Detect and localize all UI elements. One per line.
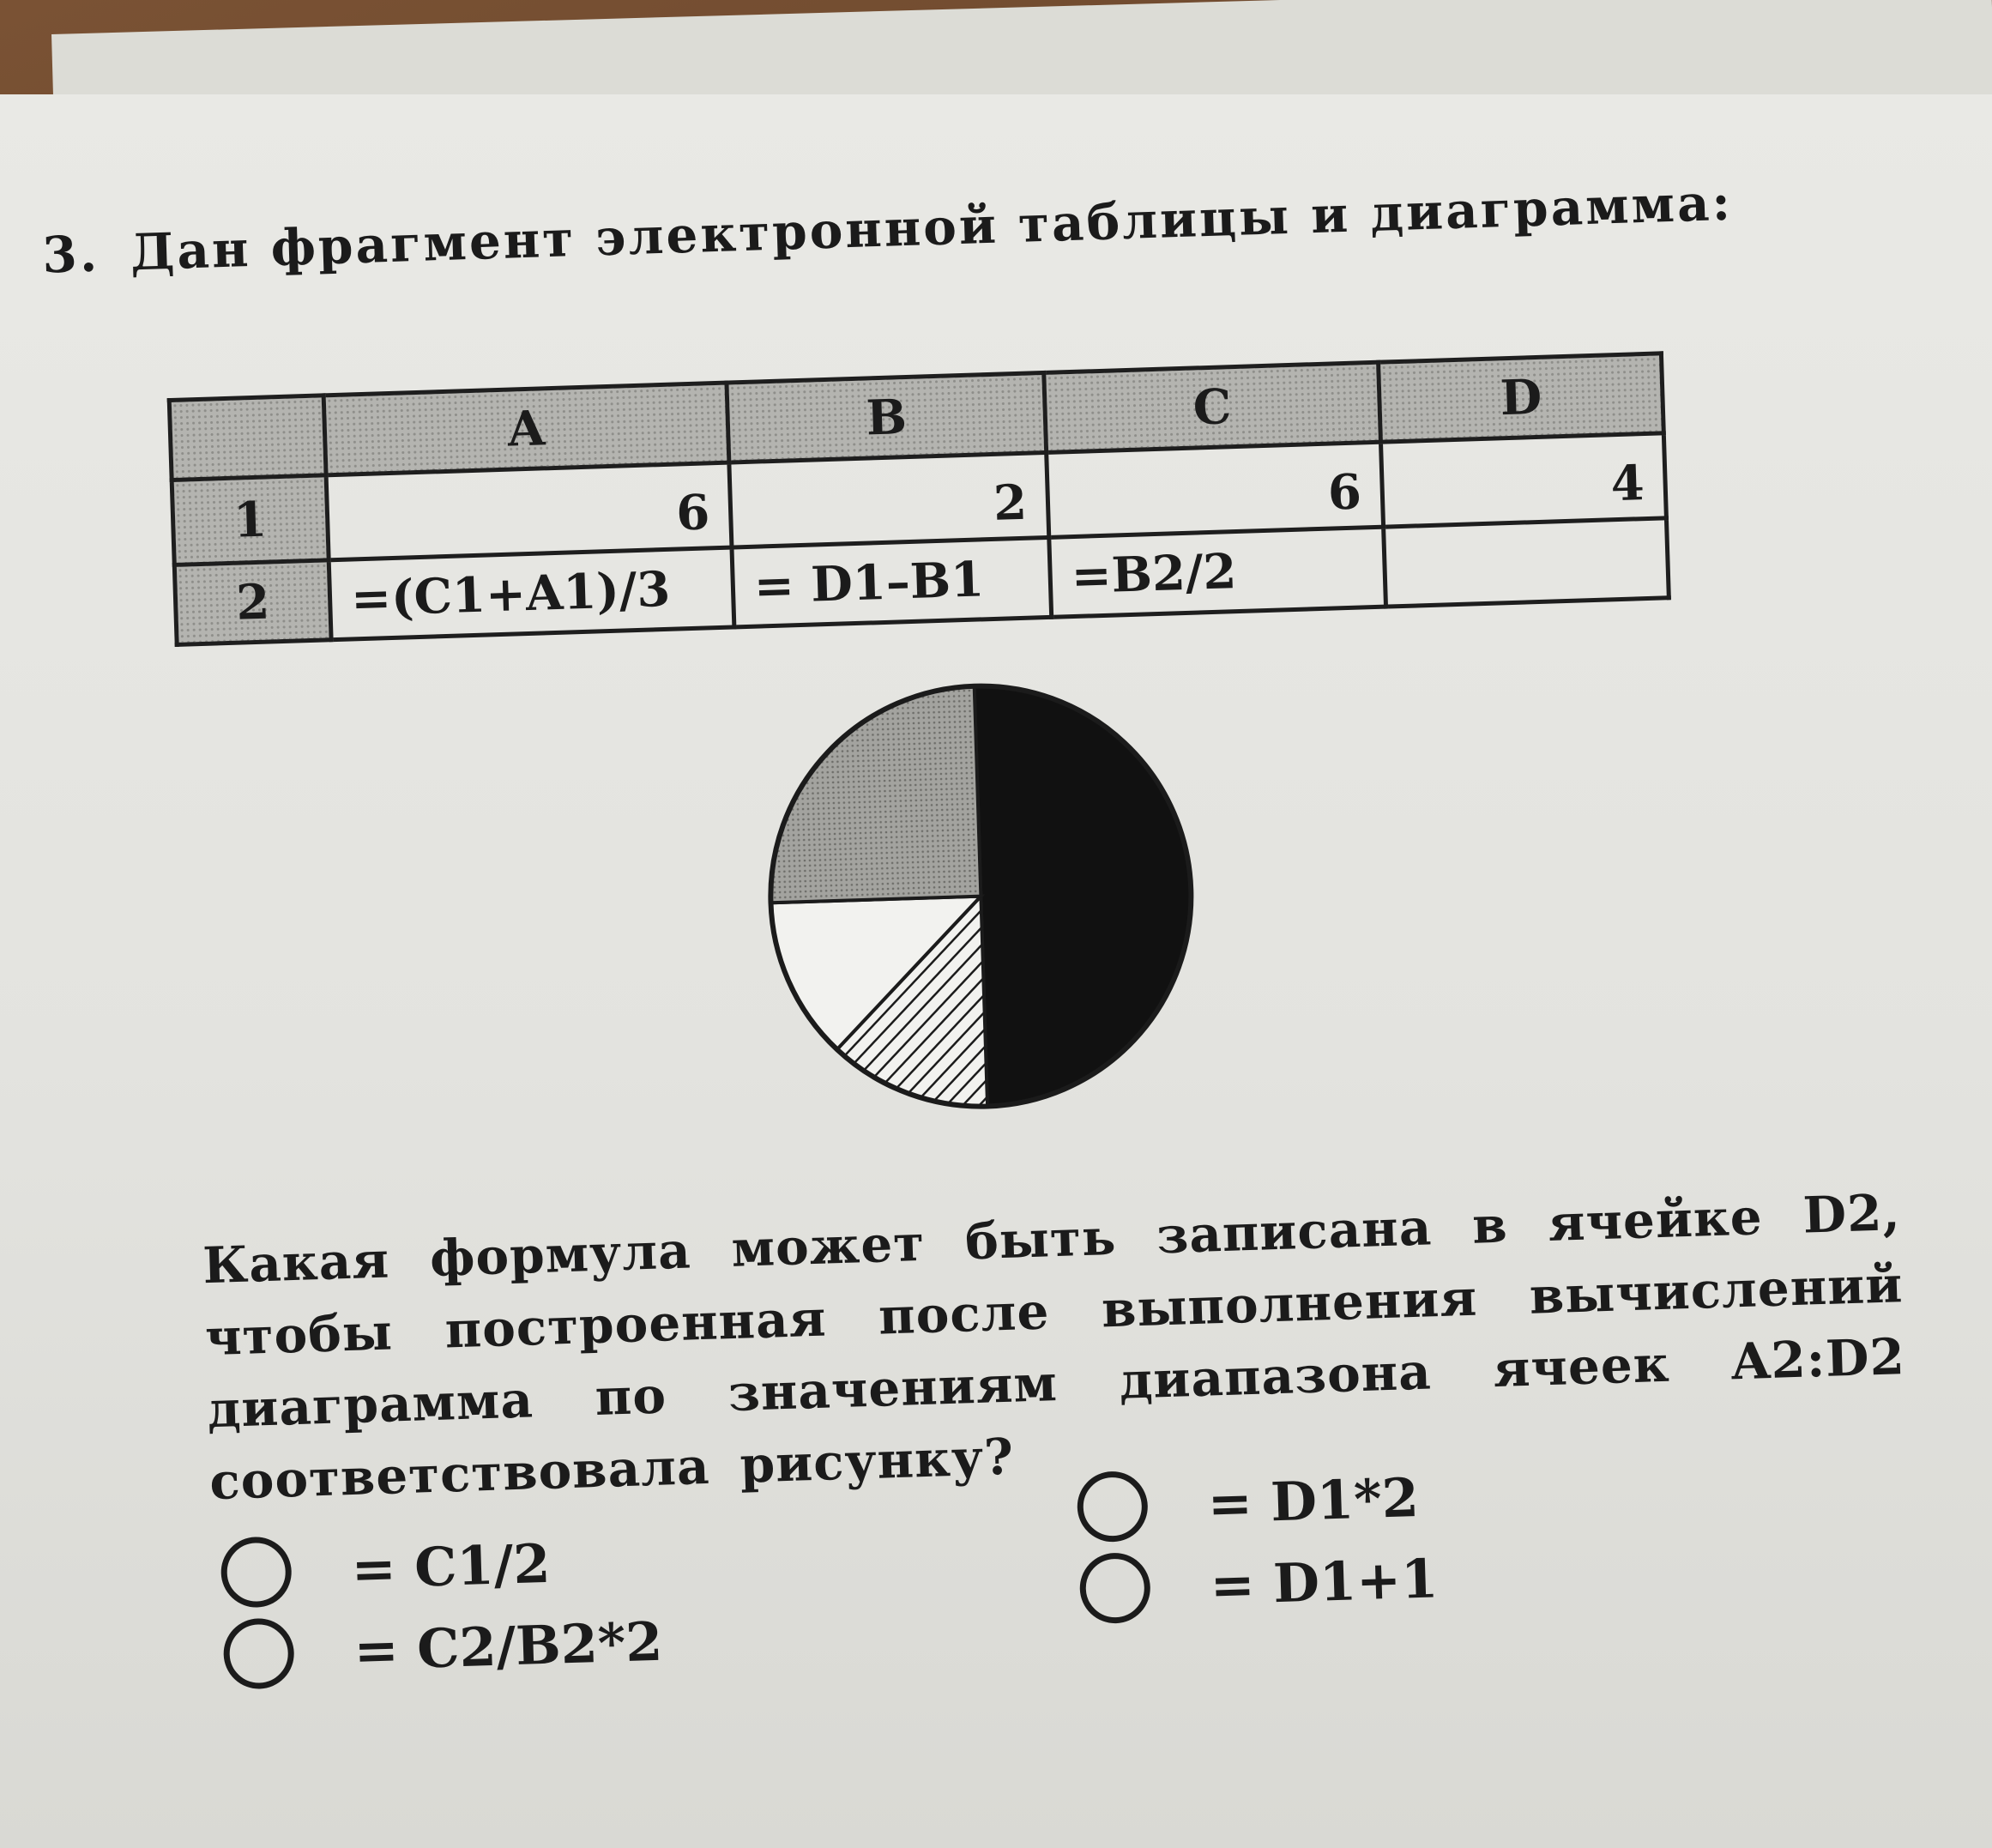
cell-a1: 6 [326, 462, 732, 560]
cell-d1: 4 [1380, 433, 1666, 527]
row-header-1: 1 [172, 475, 329, 565]
pie-slice-1 [975, 679, 1198, 1106]
cell-a2: =(C1+A1)/3 [329, 547, 734, 640]
cell-b2: = D1–B1 [732, 537, 1052, 627]
pie-chart [751, 667, 1210, 1126]
column-header-d: D [1379, 353, 1664, 442]
answer-option-2[interactable] [222, 1606, 663, 1690]
task-heading [41, 173, 1734, 285]
column-header-b: B [727, 372, 1047, 462]
cell-d2 [1384, 518, 1669, 607]
answer-option-3[interactable] [1077, 1462, 1420, 1543]
spreadsheet-fragment [167, 351, 1671, 647]
cell-b1: 2 [729, 452, 1049, 547]
radio-circle-icon[interactable] [222, 1617, 295, 1690]
task-title: Дан фрагмент электронной таблицы и диаграмма: [129, 172, 1734, 282]
answer-label: = D1+1 [1209, 1546, 1440, 1617]
column-header-c: C [1044, 362, 1381, 452]
answer-option-4[interactable] [1079, 1543, 1440, 1624]
answer-label: = D1*2 [1206, 1465, 1420, 1536]
cell-c1: 6 [1047, 442, 1384, 537]
radio-circle-icon[interactable] [1077, 1471, 1150, 1543]
task-number: 3. [41, 224, 100, 285]
corner-cell [169, 396, 326, 480]
row-header-2: 2 [174, 560, 331, 645]
question-text: Какая формула может быть записана в ячейке D2, чтобы построенная после выполнения вычислений диаграмма по значениям диапазона ячеек A2:D2 соответствовала рисунку? [202, 1183, 1906, 1512]
cell-c2: =B2/2 [1049, 527, 1386, 617]
pie-chart-svg [751, 667, 1210, 1126]
answer-option-1[interactable] [220, 1528, 551, 1609]
answer-label: = C2/B2*2 [353, 1609, 664, 1682]
radio-circle-icon[interactable] [220, 1536, 293, 1609]
radio-circle-icon[interactable] [1079, 1552, 1152, 1625]
column-header-a: A [323, 383, 729, 475]
answer-label: = C1/2 [350, 1531, 552, 1601]
